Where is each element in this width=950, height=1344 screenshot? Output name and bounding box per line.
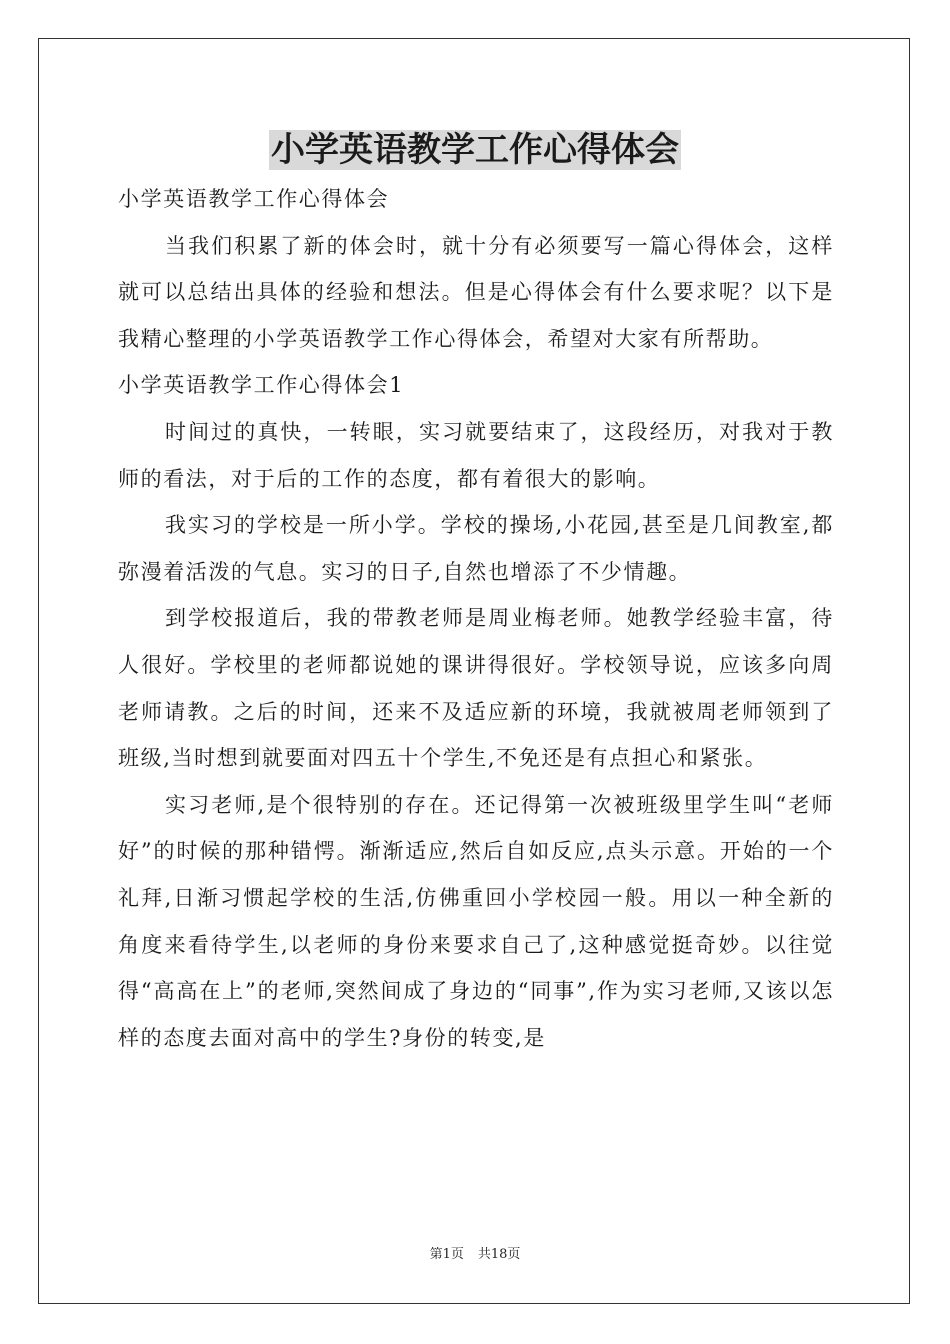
document-body: [118, 176, 834, 1061]
paragraph: 时间过的真快，一转眼，实习就要结束了，这段经历，对我对于教师的看法，对于后的工作的态度，都有着很大的影响。: [118, 419, 834, 491]
paragraph: 实习老师,是个很特别的存在。还记得第一次被班级里学生叫“老师好”的时候的那种错愕。渐渐适应,然后自如反应,点头示意。开始的一个礼拜,日渐习惯起学校的生活,仿佛重回小学校园一般。用以一种全新的角度来看待学生,以老师的身份来要求自己了,这种感觉挺奇妙。以往觉得“高高在上”的老师,突然间成了身边的“同事”,作为实习老师,又该以怎样的态度去面对高中的学生?身份的转变,是: [118, 792, 834, 1050]
document-title: 小学英语教学工作心得体会: [271, 130, 679, 170]
section-heading: 小学英语教学工作心得体会1: [118, 373, 405, 398]
paragraph-intro: 当我们积累了新的体会时，就十分有必须要写一篇心得体会，这样就可以总结出具体的经验和想法。但是心得体会有什么要求呢？以下是我精心整理的小学英语教学工作心得体会，希望对大家有所帮助。: [118, 233, 834, 351]
page-footer: [0, 1246, 950, 1264]
paragraph-subtitle: 小学英语教学工作心得体会: [118, 187, 390, 211]
paragraph: 我实习的学校是一所小学。学校的操场,小花园,甚至是几间教室,都弥漫着活泼的气息。实习的日子,自然也增添了不少情趣。: [118, 513, 834, 584]
page-number: 第1页: [429, 1247, 464, 1262]
paragraph: 到学校报道后，我的带教老师是周业梅老师。她教学经验丰富，待人很好。学校里的老师都说她的课讲得很好。学校领导说，应该多向周老师请教。之后的时间，还来不及适应新的环境，我就被周老师领到了班级,当时想到就要面对四五十个学生,不免还是有点担心和紧张。: [118, 606, 834, 771]
page-total: 共18页: [477, 1247, 521, 1262]
